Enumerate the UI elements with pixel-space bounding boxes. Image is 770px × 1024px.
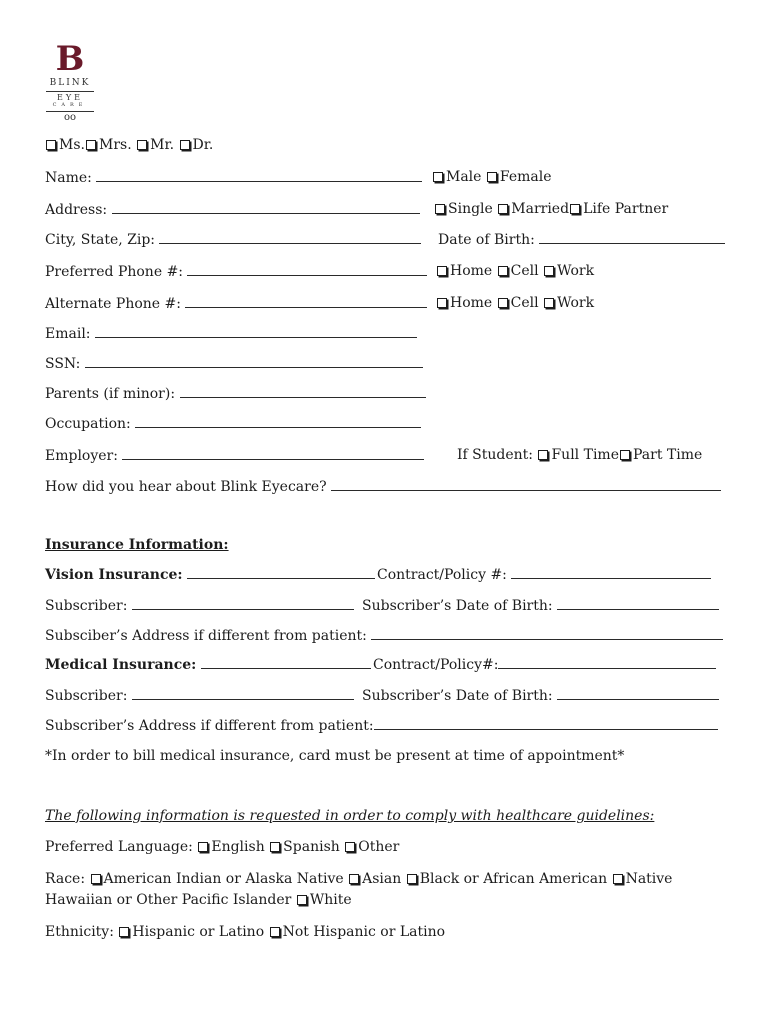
- logo-care: CARE: [52, 102, 88, 108]
- checkbox-life-partner[interactable]: [570, 204, 580, 214]
- sub-dob-label: Subscriber’s Date of Birth:: [362, 598, 553, 614]
- dob-row: [438, 231, 725, 248]
- checkbox-male[interactable]: [433, 172, 443, 182]
- checkbox-asian[interactable]: [349, 874, 359, 884]
- occupation-label: Occupation:: [45, 416, 131, 432]
- parents-field[interactable]: [180, 385, 426, 398]
- checkbox-mr[interactable]: [137, 140, 147, 150]
- dob-field[interactable]: [539, 231, 725, 244]
- checkbox-pref-work[interactable]: [544, 266, 554, 276]
- pref-phone-row: [45, 263, 427, 280]
- part-time-label: Part Time: [632, 447, 703, 463]
- title-mrs: Mrs.: [98, 137, 132, 153]
- pref-home-label: Home: [450, 263, 493, 279]
- address-label: Address:: [45, 202, 108, 218]
- logo-eye: EYE: [57, 93, 83, 102]
- email-field[interactable]: [95, 325, 417, 338]
- ssn-field[interactable]: [85, 355, 423, 368]
- alt-cell-label: Cell: [510, 295, 539, 311]
- contract2-label: Contract/Policy#:: [373, 657, 499, 673]
- city-row: [45, 231, 421, 248]
- hear-label: How did you hear about Blink Eyecare?: [45, 479, 327, 495]
- subscriber-field[interactable]: [132, 597, 354, 610]
- asian-label: Asian: [362, 871, 402, 887]
- checkbox-white[interactable]: [297, 895, 307, 905]
- sub-address2-row: [45, 717, 718, 734]
- address-field[interactable]: [112, 201, 420, 214]
- occupation-field[interactable]: [135, 415, 421, 428]
- sub-address-row: [45, 627, 723, 644]
- pref-phone-label: Preferred Phone #:: [45, 264, 184, 280]
- checkbox-alt-home[interactable]: [437, 298, 447, 308]
- logo-blink: BLINK: [49, 78, 91, 88]
- checkbox-mrs[interactable]: [86, 140, 96, 150]
- name-field[interactable]: [96, 169, 422, 182]
- ethnicity-row: [45, 924, 445, 940]
- black-label: Black or African American: [419, 871, 608, 887]
- sub-address2-label: Subscriber’s Address if different from patient:: [45, 718, 374, 734]
- american-indian-label: American Indian or Alaska Native: [103, 871, 344, 887]
- checkbox-single[interactable]: [435, 204, 445, 214]
- employer-label: Employer:: [45, 448, 118, 464]
- city-label: City, State, Zip:: [45, 232, 156, 248]
- alt-phone-field[interactable]: [185, 295, 427, 308]
- sub-dob-field[interactable]: [557, 597, 719, 610]
- full-time-label: Full Time: [551, 447, 619, 463]
- alt-work-label: Work: [557, 295, 595, 311]
- sub-dob2-field[interactable]: [557, 687, 719, 700]
- vision-field[interactable]: [187, 566, 375, 579]
- parents-label: Parents (if minor):: [45, 386, 176, 402]
- race-label: Race:: [45, 871, 86, 887]
- pref-phone-field[interactable]: [187, 263, 427, 276]
- checkbox-american-indian[interactable]: [91, 874, 101, 884]
- native-label: Native: [625, 871, 673, 887]
- checkbox-alt-cell[interactable]: [498, 298, 508, 308]
- pref-cell-label: Cell: [510, 263, 539, 279]
- email-row: [45, 325, 417, 342]
- dob-label: Date of Birth:: [438, 232, 535, 248]
- spanish-label: Spanish: [283, 839, 340, 855]
- language-label: Preferred Language:: [45, 839, 193, 855]
- checkbox-pref-cell[interactable]: [498, 266, 508, 276]
- employer-field[interactable]: [122, 447, 424, 460]
- english-label: English: [211, 839, 265, 855]
- contract2-field[interactable]: [498, 656, 716, 669]
- contract2-row: [373, 656, 716, 673]
- checkbox-native-hawaiian[interactable]: [613, 874, 623, 884]
- alt-phone-label: Alternate Phone #:: [45, 296, 181, 312]
- other-language-label: Other: [358, 839, 400, 855]
- ssn-row: [45, 355, 423, 372]
- contract-field[interactable]: [511, 566, 711, 579]
- subscriber2-field[interactable]: [132, 687, 354, 700]
- medical-field[interactable]: [201, 656, 371, 669]
- parents-row: [45, 385, 426, 402]
- sub-address2-field[interactable]: [374, 717, 718, 730]
- not-hispanic-label: Not Hispanic or Latino: [282, 924, 446, 940]
- subscriber-row: [45, 597, 354, 614]
- insurance-note: *In order to bill medical insurance, card must be present at time of appointment*: [45, 748, 625, 764]
- white-label: White: [309, 892, 352, 908]
- male-label: Male: [446, 169, 482, 185]
- glasses-icon: oo: [63, 112, 77, 123]
- medical-row: [45, 656, 371, 673]
- married-label: Married: [511, 201, 570, 217]
- ethnicity-label: Ethnicity:: [45, 924, 114, 940]
- pref-phone-type-options: [436, 263, 594, 279]
- student-label: If Student:: [457, 447, 534, 463]
- logo-letter: B: [55, 39, 85, 79]
- name-row: [45, 169, 422, 186]
- name-label: Name:: [45, 170, 92, 186]
- sub-dob-row: [362, 597, 719, 614]
- employer-row: [45, 447, 424, 464]
- occupation-row: [45, 415, 421, 432]
- address-row: [45, 201, 420, 218]
- hispanic-label: Hispanic or Latino: [132, 924, 265, 940]
- checkbox-ms[interactable]: [46, 140, 56, 150]
- alt-phone-type-options: [436, 295, 594, 311]
- ssn-label: SSN:: [45, 356, 81, 372]
- title-mr: Mr.: [150, 137, 175, 153]
- checkbox-hispanic[interactable]: [119, 927, 129, 937]
- title-options: [45, 137, 213, 153]
- contract-row: [377, 566, 711, 583]
- title-ms: Ms.: [59, 137, 85, 153]
- subscriber2-row: [45, 687, 354, 704]
- student-options: [457, 447, 702, 463]
- hear-field[interactable]: [331, 478, 721, 491]
- checkbox-spanish[interactable]: [270, 842, 280, 852]
- language-row: [45, 839, 399, 855]
- contract-label: Contract/Policy #:: [377, 567, 507, 583]
- sub-address-label: Subsciber’s Address if different from patient:: [45, 628, 367, 644]
- title-dr: Dr.: [192, 137, 214, 153]
- sub-dob2-label: Subscriber’s Date of Birth:: [362, 688, 553, 704]
- medical-label: Medical Insurance:: [45, 657, 197, 673]
- pref-work-label: Work: [557, 263, 595, 279]
- alt-home-label: Home: [450, 295, 493, 311]
- insurance-heading: Insurance Information:: [45, 537, 229, 553]
- race-row-2: [45, 892, 352, 908]
- checkbox-other-language[interactable]: [345, 842, 355, 852]
- checkbox-pref-home[interactable]: [437, 266, 447, 276]
- logo-divider: [46, 91, 94, 92]
- checkbox-full-time[interactable]: [538, 450, 548, 460]
- marital-options: [434, 201, 668, 217]
- checkbox-female[interactable]: [487, 172, 497, 182]
- hear-row: [45, 478, 721, 495]
- female-label: Female: [499, 169, 552, 185]
- gender-options: [432, 169, 552, 185]
- checkbox-married[interactable]: [498, 204, 508, 214]
- checkbox-not-hispanic[interactable]: [270, 927, 280, 937]
- vision-row: [45, 566, 375, 583]
- native-hawaiian-label: Hawaiian or Other Pacific Islander: [45, 892, 292, 908]
- checkbox-alt-work[interactable]: [544, 298, 554, 308]
- life-partner-label: Life Partner: [583, 201, 669, 217]
- alt-phone-row: [45, 295, 427, 312]
- checkbox-dr[interactable]: [180, 140, 190, 150]
- checkbox-part-time[interactable]: [620, 450, 630, 460]
- city-field[interactable]: [159, 231, 421, 244]
- checkbox-black[interactable]: [407, 874, 417, 884]
- subscriber-label: Subscriber:: [45, 598, 128, 614]
- blink-eyecare-logo: [40, 39, 100, 123]
- checkbox-english[interactable]: [198, 842, 208, 852]
- race-row: [45, 871, 672, 887]
- guidelines-heading: The following information is requested in order to comply with healthcare guidelines:: [45, 808, 655, 824]
- sub-dob2-row: [362, 687, 719, 704]
- sub-address-field[interactable]: [371, 627, 723, 640]
- subscriber2-label: Subscriber:: [45, 688, 128, 704]
- single-label: Single: [448, 201, 493, 217]
- vision-label: Vision Insurance:: [45, 567, 183, 583]
- email-label: Email:: [45, 326, 91, 342]
